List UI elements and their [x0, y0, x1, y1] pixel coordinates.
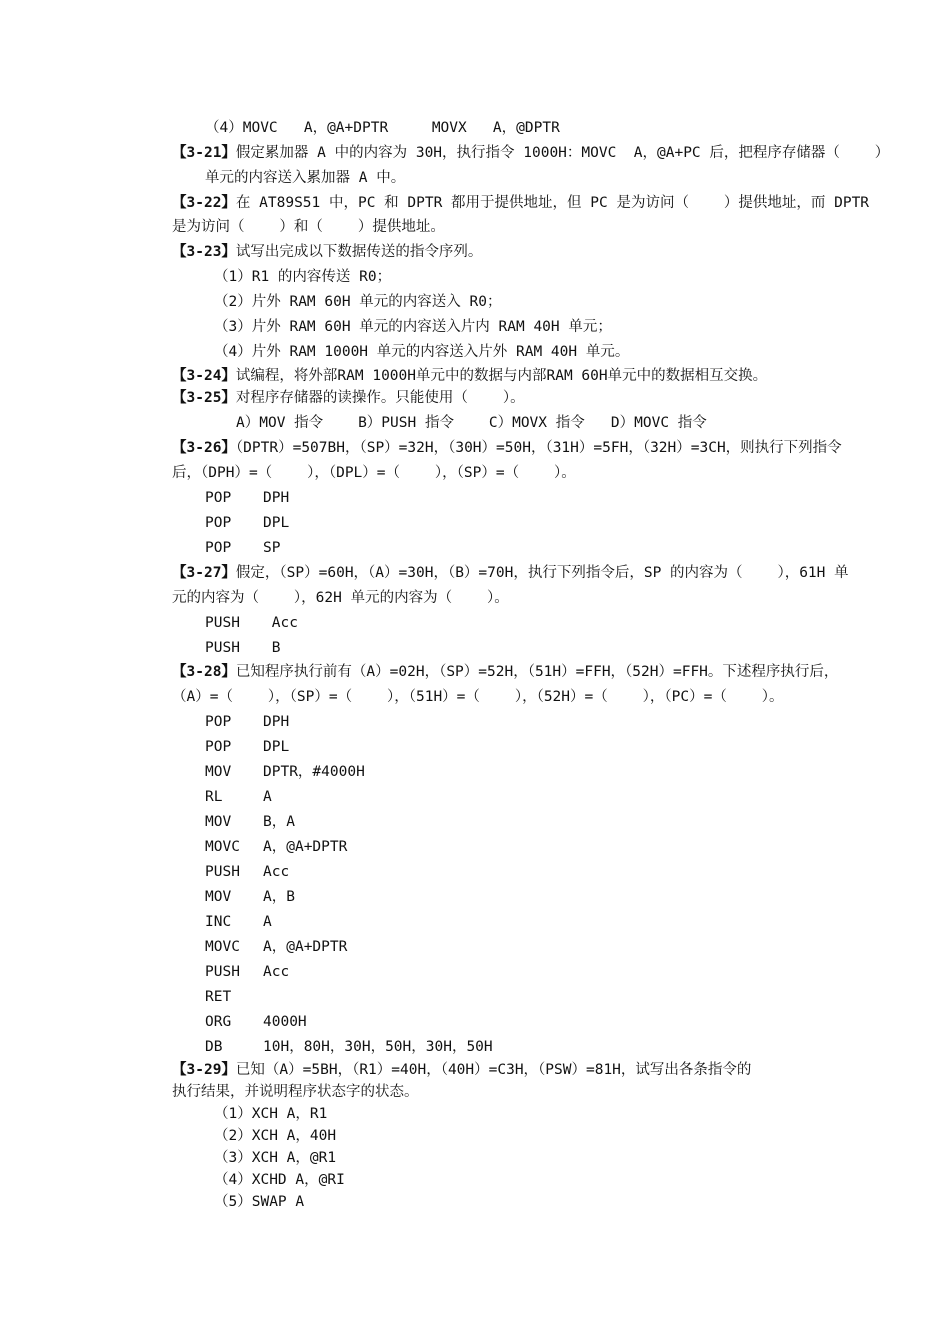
code-line: INC A	[205, 914, 272, 930]
list-item: （3）XCH A，@R1	[214, 1150, 337, 1166]
question-text-cont: 后，（DPH）=（ ），（DPL）=（ ），（SP）=（ ）。	[172, 465, 576, 481]
list-item: （2）片外 RAM 60H 单元的内容送入 R0；	[214, 294, 502, 310]
question-number: 【3-21】	[172, 145, 236, 161]
question-text: 假定，（SP）=60H，（A）=30H，（B）=70H，执行下列指令后，SP 的内容为（ ），61H 单	[235, 565, 849, 581]
question-number: 【3-24】	[172, 368, 236, 384]
question-text: 对程序存储器的读操作。只能使用（ ）。	[235, 390, 525, 406]
question-text: 试写出完成以下数据传送的指令序列。	[235, 244, 483, 260]
question-text: 在 AT89S51 中，PC 和 DPTR 都用于提供地址，但 PC 是为访问（ ）提供地址，而 DPTR	[235, 195, 870, 211]
question-text: 已知（A）=5BH，（R1）=40H，（40H）=C3H，（PSW）=81H，试写出各条指令的	[235, 1062, 752, 1078]
code-line: RL A	[205, 789, 272, 805]
question-3-28	[172, 662, 892, 682]
code-line: MOVC A，@A+DPTR	[205, 939, 348, 955]
list-item: （2）XCH A，40H	[214, 1128, 337, 1144]
question-3-24	[172, 366, 892, 386]
list-item: （4）片外 RAM 1000H 单元的内容送入片外 RAM 40H 单元。	[214, 344, 630, 360]
question-text-cont: 元的内容为（ ），62H 单元的内容为（ ）。	[172, 590, 509, 606]
code-line: POP DPL	[205, 739, 290, 755]
question-3-22	[172, 193, 892, 213]
question-text-cont: 是为访问（ ）和（ ）提供地址。	[172, 219, 445, 235]
list-item: （1）R1 的内容传送 R0；	[214, 269, 392, 285]
code-line: POP DPH	[205, 714, 290, 730]
question-text: 已知程序执行前有（A）=02H，（SP）=52H，（51H）=FFH，（52H）=FFH。下述程序执行后，	[235, 664, 839, 680]
question-number: 【3-28】	[172, 664, 236, 680]
code-line: POP SP	[205, 540, 281, 556]
list-item: （3）片外 RAM 60H 单元的内容送入片内 RAM 40H 单元；	[214, 319, 612, 335]
code-line: MOV DPTR，#4000H	[205, 764, 365, 780]
question-3-29	[172, 1060, 892, 1080]
question-text-cont: 执行结果，并说明程序状态字的状态。	[172, 1084, 419, 1100]
question-number: 【3-29】	[172, 1062, 236, 1078]
code-line: PUSH Acc	[205, 864, 290, 880]
question-number: 【3-23】	[172, 244, 236, 260]
question-text: 假定累加器 A 中的内容为 30H，执行指令 1000H：MOVC A，@A+PC 后，把程序存储器（ ）	[235, 145, 890, 161]
code-line: POP DPH	[205, 490, 290, 506]
question-text-cont: （A）=（ ），（SP）=（ ），（51H）=（ ），（52H）=（ ），（PC）=（ ）。	[172, 689, 784, 705]
answer-options: A）MOV 指令 B）PUSH 指令 C）MOVX 指令 D）MOVC 指令	[236, 415, 707, 431]
question-text-cont: 单元的内容送入累加器 A 中。	[205, 170, 406, 186]
question-number: 【3-26】	[172, 440, 236, 456]
code-line: PUSH B	[205, 640, 281, 656]
code-line: PUSH Acc	[205, 615, 298, 631]
code-line: MOVC A，@A+DPTR	[205, 839, 348, 855]
question-text: 试编程，将外部RAM 1000H单元中的数据与内部RAM 60H单元中的数据相互交换。	[235, 368, 768, 384]
question-text: （DPTR）=507BH，（SP）=32H，（30H）=50H，（31H）=5FH，（32H）=3CH，则执行下列指令	[235, 440, 842, 456]
question-3-27	[172, 563, 892, 583]
code-line: MOV B，A	[205, 814, 295, 830]
code-line: RET	[205, 989, 232, 1005]
code-line: MOV A，B	[205, 889, 295, 905]
question-number: 【3-27】	[172, 565, 236, 581]
code-line: POP DPL	[205, 515, 290, 531]
text-line: （4）MOVC A，@A+DPTR MOVX A，@DPTR	[205, 120, 560, 136]
question-3-26	[172, 438, 892, 458]
list-item: （5）SWAP A	[214, 1194, 305, 1210]
question-3-25	[172, 388, 892, 408]
question-3-21	[172, 143, 892, 163]
list-item: （1）XCH A，R1	[214, 1106, 328, 1122]
question-number: 【3-22】	[172, 195, 236, 211]
code-line: DB 10H，80H，30H，50H，30H，50H	[205, 1039, 493, 1055]
question-3-23	[172, 242, 892, 262]
question-number: 【3-25】	[172, 390, 236, 406]
code-line: ORG 4000H	[205, 1014, 307, 1030]
code-line: PUSH Acc	[205, 964, 290, 980]
list-item: （4）XCHD A，@RI	[214, 1172, 345, 1188]
